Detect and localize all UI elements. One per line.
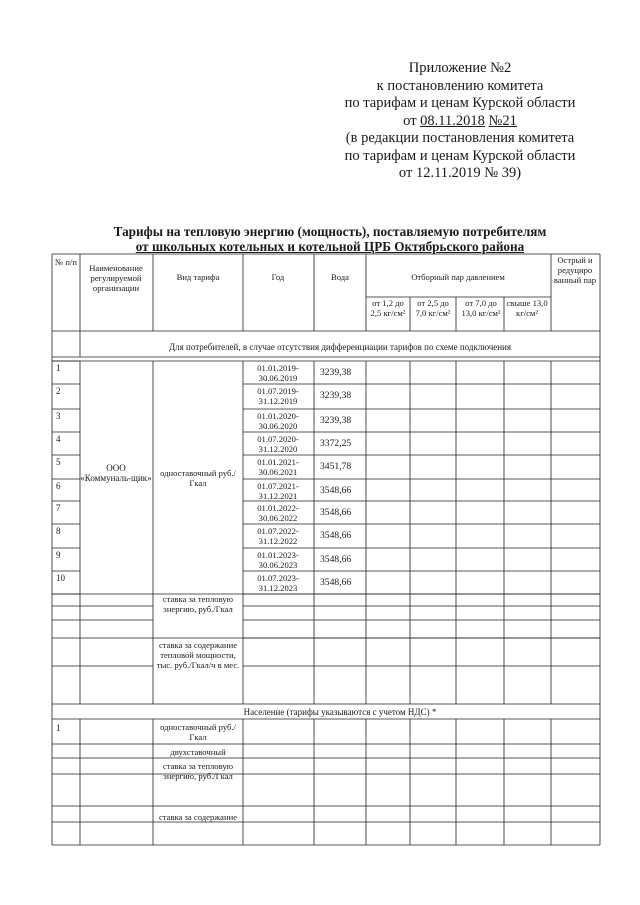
row-period: 01.01.2020-30.06.2020 (257, 411, 299, 431)
row-water-value: 3239,38 (320, 367, 352, 378)
row-water-value: 3239,38 (320, 415, 352, 426)
steam-sub-2: от 2,5 до 7,0 кг/см² (415, 298, 451, 318)
row-water-value: 3548,66 (320, 577, 352, 588)
document-title-line-1: Тарифы на тепловую энергию (мощность), поставляемую потребителям (113, 224, 547, 239)
document-title-line-2: от школьных котельных и котельной ЦРБ Октябрьского района (135, 239, 525, 254)
col-header-sharp-steam: Острый и редуциро ванный пар (553, 255, 597, 285)
col-header-water: Вода (331, 272, 349, 282)
row-number: 3 (56, 411, 61, 421)
row-water-value: 3548,66 (320, 485, 352, 496)
row-water-value: 3372,25 (320, 438, 352, 449)
header-line-6: по тарифам и ценам Курской области (344, 147, 576, 164)
population-capacity-label: ставка за содержание (158, 812, 238, 822)
header-line-2: к постановлению комитета (376, 77, 544, 94)
row-period: 01.01.2019-30.06.2019 (257, 363, 299, 383)
row-water-value: 3548,66 (320, 554, 352, 565)
row-period: 01.07.2020-31.12.2020 (257, 434, 299, 454)
row-number: 6 (56, 481, 61, 491)
population-energy-label: ставка за тепловую энергию, руб./Гкал (162, 761, 234, 781)
col-header-organization: Наименование регулируемой организации (89, 263, 143, 293)
row-water-value: 3548,66 (320, 530, 352, 541)
row-period: 01.07.2022-31.12.2022 (257, 526, 299, 546)
header-date-prefix: от (403, 112, 421, 129)
row-number: 10 (56, 573, 65, 583)
row-period: 01.07.2023-31.12.2023 (257, 573, 299, 593)
row-period: 01.01.2022-30.06.2022 (257, 503, 299, 523)
row-number: 2 (56, 386, 61, 396)
steam-sub-1: от 1,2 до 2,5 кг/см² (370, 298, 406, 318)
section-title-general: Для потребителей, в случае отсутствия дифференциации тарифов по схеме подключения (168, 342, 511, 352)
population-row-number: 1 (56, 723, 61, 733)
section-title-population: Население (тарифы указываются с учетом НДС) * (243, 707, 437, 717)
header-line-7: от 12.11.2019 № 39) (398, 165, 522, 181)
row-number: 8 (56, 526, 61, 536)
row-period: 01.07.2021-31.12.2021 (257, 481, 299, 501)
row-number: 7 (56, 503, 61, 513)
organization-name: ООО «Коммуналь-щик» (80, 463, 152, 483)
col-header-tariff-type: Вид тарифа (176, 272, 220, 282)
col-header-steam: Отборный пар давлением (411, 272, 505, 282)
row-number: 4 (56, 434, 61, 444)
population-single-label: одноставочный руб./Гкал (160, 722, 236, 742)
header-line-1: Приложение №2 (408, 60, 512, 76)
rate-energy-label: ставка за тепловую энергию, руб./Гкал (162, 594, 234, 614)
row-period: 01.01.2023-30.06.2023 (257, 550, 299, 570)
steam-sub-3: от 7,0 до 13,0 кг/см² (461, 298, 501, 318)
row-water-value: 3239,38 (320, 390, 352, 401)
row-number: 5 (56, 457, 61, 467)
row-water-value: 3548,66 (320, 507, 352, 518)
header-line-5: (в редакции постановления комитета (345, 130, 575, 146)
header-number: №21 (488, 112, 517, 129)
rate-capacity-label: ставка за содержание тепловой мощности, тыс. руб./Гкал/ч в мес. (156, 640, 240, 670)
tariff-type-single: одноставочный руб./Гкал (160, 468, 236, 488)
row-water-value: 3451,78 (320, 461, 352, 472)
header-date: 08.11.2018 (420, 112, 485, 129)
col-header-number: № п/п (55, 257, 77, 267)
row-period: 01.01.2021-30.06.2021 (257, 457, 299, 477)
row-number: 1 (56, 363, 61, 373)
population-double-label: двухставочный (170, 747, 226, 757)
col-header-year: Год (271, 272, 285, 282)
header-line-3: по тарифам и ценам Курской области (344, 95, 576, 111)
steam-sub-4: свыше 13,0 кг/см² (506, 298, 548, 318)
row-period: 01.07.2019-31.12.2019 (257, 386, 299, 406)
row-number: 9 (56, 550, 61, 560)
